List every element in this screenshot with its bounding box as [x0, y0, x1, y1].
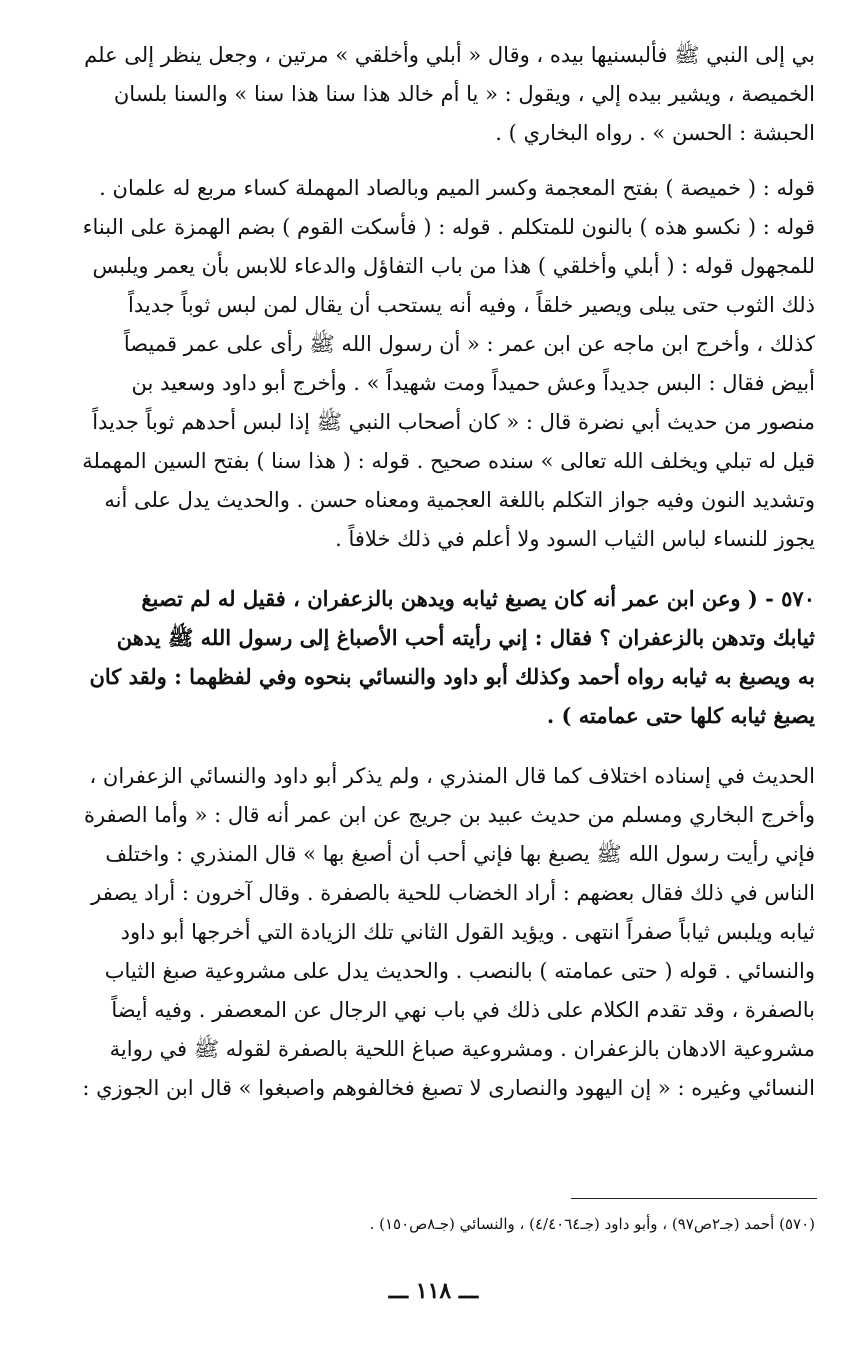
text-line: به ويصبغ به ثيابه رواه أحمد وكذلك أبو داود والنسائي بنحوه وفي لفظهما : ولقد كان [89, 664, 815, 689]
text-line: بالصفرة ، وقد تقدم الكلام على ذلك في باب نهي الرجال عن المعصفر . وفيه أيضاً [111, 998, 815, 1022]
text-line: والنسائي . قوله ( حتى عمامته ) بالنصب . والحديث يدل على مشروعية صبغ الثياب [104, 959, 815, 983]
text-line: الحديث في إسناده اختلاف كما قال المنذري ، ولم يذكر أبو داود والنسائي الزعفران ، [89, 764, 815, 788]
text-line: قوله : ( خميصة ) بفتح المعجمة وكسر الميم وبالصاد المهملة كساء مربع له علمان . [99, 176, 815, 200]
text-line: يصبغ ثيابه كلها حتى عمامته ) . [546, 703, 815, 728]
text-line: ثيابه ويلبس ثياباً صفراً انتهى . ويؤيد القول الثاني تلك الزيادة التي أخرجها أبو داود [120, 920, 815, 944]
text-line: منصور من حديث أبي نضرة قال : « كان أصحاب النبي ﷺ إذا لبس أحدهم ثوباً جديداً [92, 410, 815, 434]
text-line: الخميصة ، ويشير بيده إلي ، ويقول : « يا أم خالد هذا سنا هذا سنا » والسنا بلسان [113, 82, 815, 106]
text-line: بي إلى النبي ﷺ فألبسنيها بيده ، وقال « أبلي وأخلقي » مرتين ، وجعل ينظر إلى علم [84, 43, 815, 67]
page-number: ـــ ١١٨ ـــ [388, 1278, 479, 1304]
text-line: يجوز للنساء لباس الثياب السود ولا أعلم في ذلك خلافاً . [335, 527, 815, 551]
text-line: مشروعية الادهان بالزعفران . ومشروعية صباغ اللحية بالصفرة لقوله ﷺ في رواية [109, 1037, 815, 1061]
text-line: ثيابك وتدهن بالزعفران ؟ فقال : إني رأيته أحب الأصباغ إلى رسول الله ﷺ يدهن [116, 625, 815, 650]
footnote-divider [571, 1198, 817, 1199]
text-line: وتشديد النون وفيه جواز التكلم باللغة العجمية ومعناه حسن . والحديث يدل على أنه [104, 488, 815, 512]
hadith-570 [50, 579, 815, 735]
commentary-paragraph [50, 757, 815, 1108]
text-line: وأخرج البخاري ومسلم من حديث عبيد بن جريج عن ابن عمر أنه قال : « وأما الصفرة [83, 803, 815, 827]
text-line: الحبشة : الحسن » . رواه البخاري ) . [495, 121, 815, 145]
text-line: قيل له تبلي ويخلف الله تعالى » سنده صحيح . قوله : ( هذا سنا ) بفتح السين المهملة [82, 449, 815, 473]
text-line: فإني رأيت رسول الله ﷺ يصبغ بها فإني أحب أن أصبغ بها » قال المنذري : واختلف [105, 842, 815, 866]
footnote: (٥٧٠) أحمد (جـ٢ص٩٧) ، وأبو داود (جـ٤/٤٠٦٤) ، والنسائي (جـ٨ص١٥٠) . [369, 1215, 815, 1233]
text-line: للمجهول قوله : ( أبلي وأخلقي ) هذا من باب التفاؤل والدعاء للابس بأن يعمر ويلبس [92, 254, 815, 278]
text-line: ذلك الثوب حتى يبلى ويصير خلقاً ، وفيه أنه يستحب أن يقال لمن لبس ثوباً جديداً [128, 293, 815, 317]
text-line: ٥٧٠ - ( وعن ابن عمر أنه كان يصبغ ثيابه ويدهن بالزعفران ، فقيل له لم تصبغ [141, 586, 815, 611]
text-line: النسائي وغيره : « إن اليهود والنصارى لا تصبغ فخالفوهم واصبغوا » قال ابن الجوزي : [82, 1076, 815, 1100]
text-line: أبيض فقال : البس جديداً وعش حميداً ومت شهيداً » . وأخرج أبو داود وسعيد بن [131, 371, 815, 395]
text-line: قوله : ( نكسو هذه ) بالنون للمتكلم . قوله : ( فأسكت القوم ) بضم الهمزة على البناء [82, 215, 815, 239]
commentary-paragraph [50, 169, 815, 559]
text-line: كذلك ، وأخرج ابن ماجه عن ابن عمر : « أن رسول الله ﷺ رأى على عمر قميصاً [123, 332, 815, 356]
text-line: الناس في ذلك فقال بعضهم : أراد الخضاب للحية بالصفرة . وقال آخرون : أراد يصفر [91, 881, 815, 905]
hadith-continuation [50, 36, 815, 153]
